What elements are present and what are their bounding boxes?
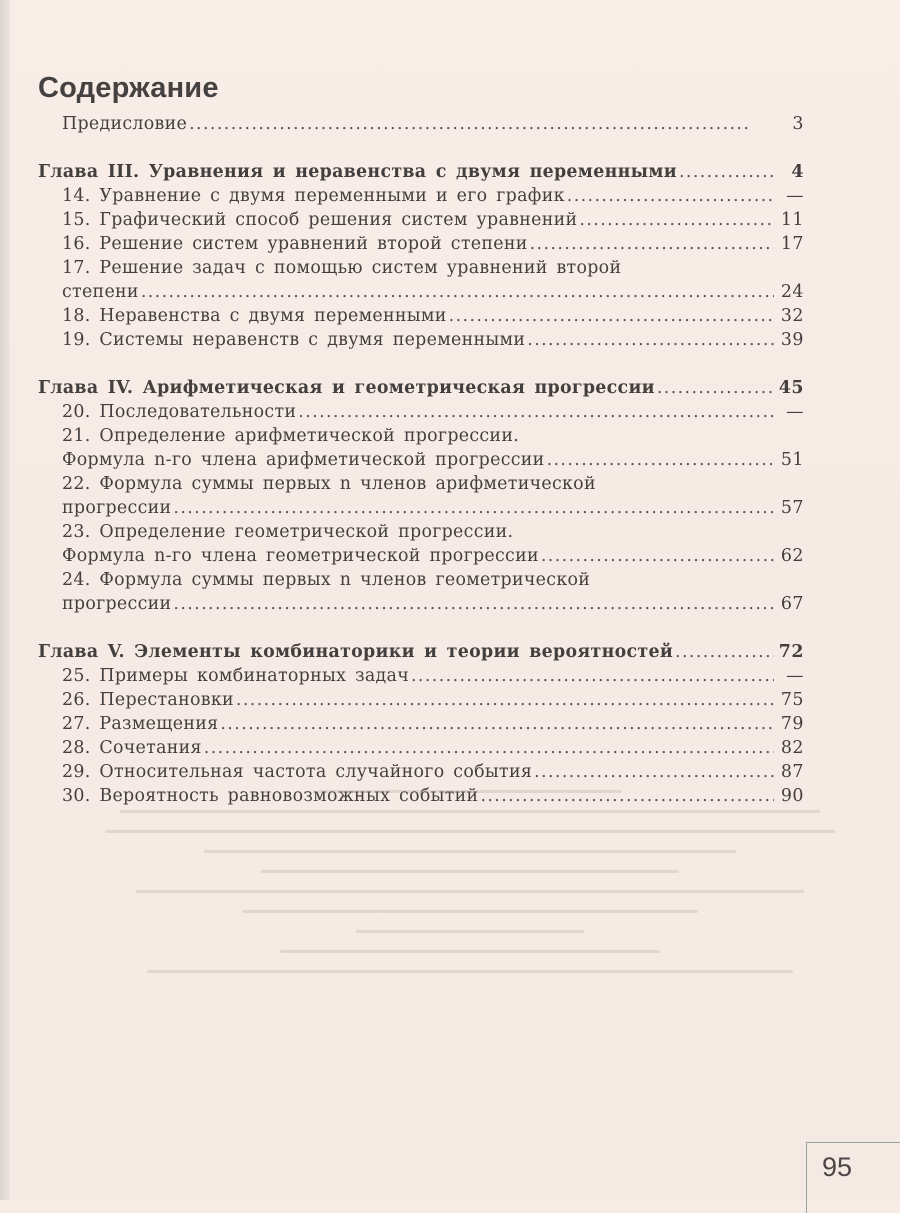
toc-section-entry[interactable] bbox=[38, 712, 804, 736]
dot-leader bbox=[657, 376, 774, 400]
chapter-title: Глава III. Уравнения и неравенства с двумя переменными bbox=[38, 162, 677, 182]
section-page: 39 bbox=[780, 330, 804, 350]
section-title: 15. Графический способ решения систем уравнений bbox=[62, 210, 578, 230]
section-title: 20. Последовательности bbox=[62, 402, 297, 422]
section-page: 24 bbox=[780, 282, 804, 302]
toc-section-entry[interactable] bbox=[38, 688, 804, 712]
toc-entry-page: 3 bbox=[792, 114, 804, 134]
toc-chapter-heading[interactable] bbox=[38, 160, 804, 184]
section-title: 14. Уравнение с двумя переменными и его график bbox=[62, 186, 565, 206]
dot-leader bbox=[236, 688, 774, 712]
bleed-through-text bbox=[90, 790, 850, 1090]
toc-section-entry[interactable] bbox=[38, 736, 804, 760]
page-binding-edge bbox=[0, 0, 10, 1200]
dot-leader bbox=[189, 112, 750, 136]
dot-leader bbox=[534, 760, 774, 784]
dot-leader bbox=[204, 736, 774, 760]
section-title: 18. Неравенства с двумя переменными bbox=[62, 306, 447, 326]
page-title: Содержание bbox=[38, 72, 219, 104]
chapter-page: 72 bbox=[778, 642, 804, 662]
dot-leader bbox=[173, 592, 774, 616]
section-title: 19. Системы неравенств с двумя переменными bbox=[62, 330, 526, 350]
dot-leader bbox=[411, 664, 774, 688]
toc-chapter-heading[interactable] bbox=[38, 376, 804, 400]
dot-leader bbox=[527, 328, 774, 352]
toc-section-entry[interactable] bbox=[38, 184, 804, 208]
toc-section-entry-continuation[interactable] bbox=[38, 280, 804, 304]
section-title: 26. Перестановки bbox=[62, 690, 234, 710]
toc-section-entry[interactable] bbox=[38, 424, 804, 448]
toc-section-entry[interactable] bbox=[38, 304, 804, 328]
section-title: 21. Определение арифметической прогрессии. bbox=[62, 426, 520, 446]
section-page: 67 bbox=[780, 594, 804, 614]
toc-section-entry[interactable] bbox=[38, 400, 804, 424]
dot-leader bbox=[547, 448, 774, 472]
section-page: 57 bbox=[780, 498, 804, 518]
section-title: Формула n-го члена арифметической прогрессии bbox=[62, 450, 545, 470]
section-page: 79 bbox=[780, 714, 804, 734]
section-page: 17 bbox=[780, 234, 804, 254]
section-page: 75 bbox=[780, 690, 804, 710]
toc-chapter-heading[interactable] bbox=[38, 640, 804, 664]
dot-leader bbox=[173, 496, 774, 520]
chapter-title: Глава IV. Арифметическая и геометрическая прогрессии bbox=[38, 378, 655, 398]
section-title: 17. Решение задач с помощью систем уравнений второй bbox=[62, 258, 622, 278]
dot-leader bbox=[298, 400, 774, 424]
toc-section-entry[interactable] bbox=[38, 664, 804, 688]
toc-section-entry-continuation[interactable] bbox=[38, 544, 804, 568]
toc-section-entry-continuation[interactable] bbox=[38, 448, 804, 472]
section-page: 87 bbox=[780, 762, 804, 782]
dot-leader bbox=[679, 160, 774, 184]
section-page: — bbox=[786, 666, 804, 686]
toc-entry-label: Предисловие bbox=[62, 114, 188, 134]
toc-section-entry[interactable] bbox=[38, 472, 804, 496]
dot-leader bbox=[449, 304, 774, 328]
section-title: 29. Относительная частота случайного события bbox=[62, 762, 533, 782]
chapter-page: 45 bbox=[778, 378, 804, 398]
section-title: 22. Формула суммы первых n членов арифметической bbox=[62, 474, 596, 494]
section-page: 51 bbox=[780, 450, 804, 470]
section-title: 23. Определение геометрической прогрессии. bbox=[62, 522, 514, 542]
section-page: — bbox=[786, 402, 804, 422]
dot-leader bbox=[541, 544, 774, 568]
section-title: 28. Сочетания bbox=[62, 738, 202, 758]
toc-section-entry-continuation[interactable] bbox=[38, 496, 804, 520]
chapter-title: Глава V. Элементы комбинаторики и теории вероятностей bbox=[38, 642, 674, 662]
section-page: 82 bbox=[780, 738, 804, 758]
chapter-spacer bbox=[38, 136, 804, 160]
section-page: — bbox=[786, 186, 804, 206]
toc-section-entry[interactable] bbox=[38, 208, 804, 232]
section-title: прогрессии bbox=[62, 498, 172, 518]
chapter-list bbox=[38, 136, 804, 808]
toc-section-entry[interactable] bbox=[38, 232, 804, 256]
page-number: 95 bbox=[822, 1152, 853, 1182]
section-title: 30. Вероятность равновозможных событий bbox=[62, 786, 479, 806]
toc-entry-preface[interactable] bbox=[38, 112, 804, 136]
section-page: 11 bbox=[780, 210, 804, 230]
dot-leader bbox=[220, 712, 774, 736]
chapter-page: 4 bbox=[791, 162, 804, 182]
toc-section-entry[interactable] bbox=[38, 568, 804, 592]
toc-section-entry-continuation[interactable] bbox=[38, 592, 804, 616]
section-title: Формула n-го члена геометрической прогрессии bbox=[62, 546, 539, 566]
dot-leader bbox=[675, 640, 774, 664]
table-of-contents bbox=[38, 112, 804, 808]
section-title: 24. Формула суммы первых n членов геометрической bbox=[62, 570, 591, 590]
dot-leader bbox=[579, 208, 774, 232]
section-title: 25. Примеры комбинаторных задач bbox=[62, 666, 409, 686]
toc-section-entry[interactable] bbox=[38, 760, 804, 784]
chapter-spacer bbox=[38, 616, 804, 640]
section-title: прогрессии bbox=[62, 594, 172, 614]
section-title: степени bbox=[62, 282, 139, 302]
section-page: 90 bbox=[780, 786, 804, 806]
dot-leader bbox=[567, 184, 774, 208]
chapter-spacer bbox=[38, 352, 804, 376]
section-title: 27. Размещения bbox=[62, 714, 219, 734]
toc-section-entry[interactable] bbox=[38, 520, 804, 544]
dot-leader bbox=[530, 232, 774, 256]
section-title: 16. Решение систем уравнений второй степени bbox=[62, 234, 528, 254]
toc-section-entry[interactable] bbox=[38, 256, 804, 280]
section-page: 32 bbox=[780, 306, 804, 326]
toc-section-entry[interactable] bbox=[38, 328, 804, 352]
page-number-frame bbox=[806, 1142, 900, 1213]
section-page: 62 bbox=[780, 546, 804, 566]
dot-leader bbox=[141, 280, 774, 304]
